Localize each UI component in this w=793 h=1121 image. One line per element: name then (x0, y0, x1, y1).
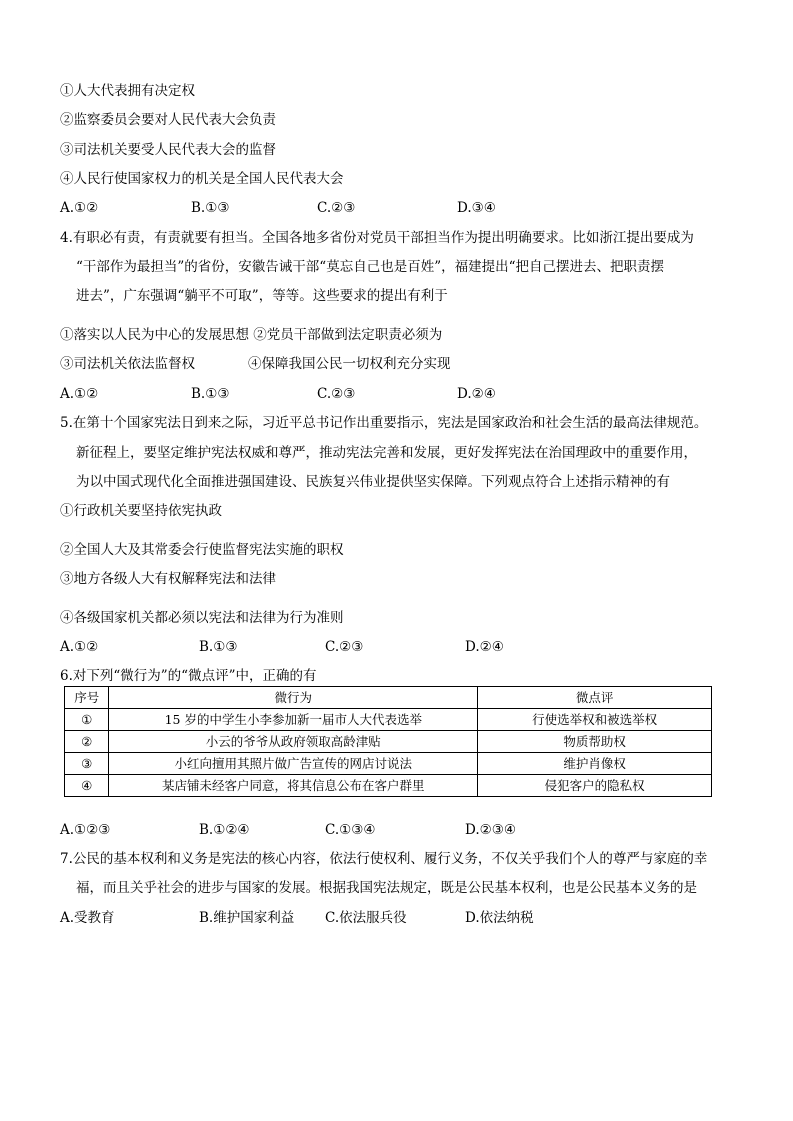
q3-option-a: A.①② (60, 200, 99, 216)
q7-option-a: A.受教育 (60, 910, 115, 926)
q3-option-c: C.②③ (317, 200, 356, 216)
table-row (65, 709, 712, 731)
q7-option-c: C.依法服兵役 (325, 910, 407, 926)
q6-table (64, 686, 712, 797)
table-row (65, 731, 712, 753)
table-header-cell: 序号 (65, 687, 109, 709)
q3-option-b: B.①③ (191, 200, 230, 216)
q4-item-12: ①落实以人民为中心的发展思想 ②党员干部做到法定职责必须为 (60, 327, 443, 343)
q3-item-3: ③司法机关要受人民代表大会的监督 (60, 142, 276, 158)
q7-option-d: D.依法纳税 (465, 910, 534, 926)
table-cell: ③ (65, 753, 109, 775)
q4-item-3: ③司法机关依法监督权 (60, 356, 195, 372)
table-cell: ② (65, 731, 109, 753)
q5-option-a: A.①② (60, 639, 99, 655)
q4-option-c: C.②③ (317, 386, 356, 402)
table-header-row (65, 687, 712, 709)
table-cell: 小云的爷爷从政府领取高龄津贴 (109, 731, 478, 753)
q4-stem-line-1: 4.有职必有责，有责就要有担当。全国各地多省份对党员干部担当作为提出明确要求。比如浙江提出要成为 (60, 230, 694, 246)
q5-item-1: ①行政机关要坚持依宪执政 (60, 503, 222, 519)
q5-item-2: ②全国人大及其常委会行使监督宪法实施的职权 (60, 542, 344, 558)
q3-item-1: ①人大代表拥有决定权 (60, 83, 195, 99)
table-cell: 15 岁的中学生小李参加新一届市人大代表选举 (109, 709, 478, 731)
q4-option-a: A.①② (60, 386, 99, 402)
table-cell: 物质帮助权 (478, 731, 712, 753)
q5-stem-line-2: 新征程上，要坚定维护宪法权威和尊严，推动宪法完善和发展，更好发挥宪法在治国理政中的重要作用， (76, 445, 697, 461)
q5-option-b: B.①③ (199, 639, 238, 655)
table-header-cell: 微行为 (109, 687, 478, 709)
q4-option-d: D.②④ (457, 386, 496, 402)
q5-stem-line-1: 5.在第十个国家宪法日到来之际，习近平总书记作出重要指示，宪法是国家政治和社会生活的最高法律规范。 (60, 415, 708, 431)
q4-stem-line-2: “干部作为最担当”的省份，安徽告诫干部“莫忘自己也是百姓”，福建提出“把自己摆进去、把职责摆 (76, 259, 665, 275)
q3-option-d: D.③④ (457, 200, 496, 216)
q5-item-3: ③地方各级人大有权解释宪法和法律 (60, 571, 276, 587)
q6-stem: 6.对下列“微行为”的“微点评”中，正确的有 (60, 668, 317, 684)
q6-option-d: D.②③④ (465, 822, 516, 838)
q3-item-2: ②监察委员会要对人民代表大会负责 (60, 112, 276, 128)
q7-stem-line-1: 7.公民的基本权利和义务是宪法的核心内容，依法行使权利、履行义务，不仅关乎我们个人的尊严与家庭的幸 (60, 851, 708, 867)
q6-option-b: B.①②④ (199, 822, 250, 838)
q4-option-b: B.①③ (191, 386, 230, 402)
q5-stem-line-3: 为以中国式现代化全面推进强国建设、民族复兴伟业提供坚实保障。下列观点符合上述指示精神的有 (76, 474, 670, 490)
q7-stem-line-2: 福，而且关乎社会的进步与国家的发展。根据我国宪法规定，既是公民基本权利，也是公民基本义务的是 (76, 880, 697, 896)
table-row (65, 753, 712, 775)
table-cell: 行使选举权和被选举权 (478, 709, 712, 731)
table-cell: 某店铺未经客户同意，将其信息公布在客户群里 (109, 775, 478, 797)
table-cell: 侵犯客户的隐私权 (478, 775, 712, 797)
q6-option-c: C.①③④ (325, 822, 376, 838)
q5-option-c: C.②③ (325, 639, 364, 655)
q7-option-b: B.维护国家利益 (199, 910, 295, 926)
q3-item-4: ④人民行使国家权力的机关是全国人民代表大会 (60, 171, 344, 187)
table-cell: 小红向擅用其照片做广告宣传的网店讨说法 (109, 753, 478, 775)
q4-stem-line-3: 进去”，广东强调“躺平不可取”，等等。这些要求的提出有利于 (76, 288, 448, 304)
table-cell: ④ (65, 775, 109, 797)
q5-option-d: D.②④ (465, 639, 504, 655)
table-header-cell: 微点评 (478, 687, 712, 709)
q5-item-4: ④各级国家机关都必须以宪法和法律为行为准则 (60, 610, 344, 626)
table-cell: 维护肖像权 (478, 753, 712, 775)
table-cell: ① (65, 709, 109, 731)
q6-option-a: A.①②③ (60, 822, 111, 838)
q4-item-4: ④保障我国公民一切权利充分实现 (248, 356, 451, 372)
table-row (65, 775, 712, 797)
